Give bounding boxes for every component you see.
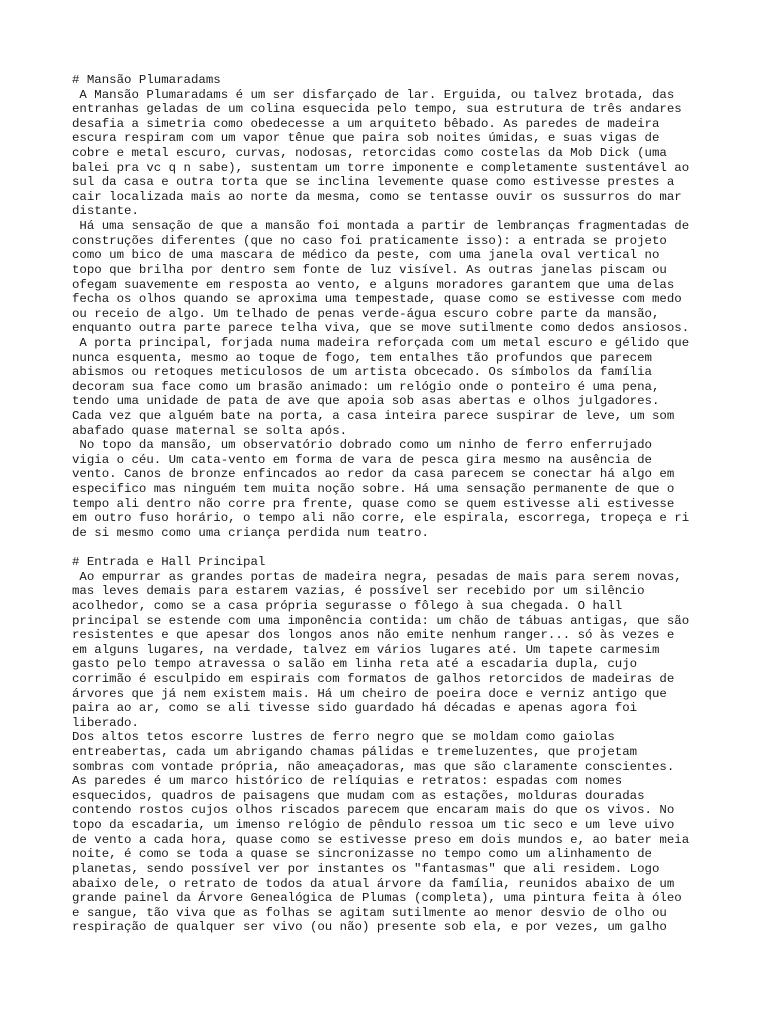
text-line: vento. Canos de bronze enfincados ao redor da casa parecem se conectar há algo em [72, 467, 675, 482]
text-line: Cada vez que alguém bate na porta, a casa inteira parece suspirar de leve, um som [72, 409, 675, 424]
text-line: especifico mas ninguém tem muita noção sobre. Há uma sensação permanente de que o [72, 482, 675, 497]
text-line: entranhas geladas de um colina esquecida pelo tempo, sua estrutura de três andares [72, 102, 682, 117]
text-line: esquecidos, quadros de paisagens que mudam com as estações, molduras douradas [72, 788, 645, 803]
text-line: cair localizada mais ao norte da mesma, como se tentasse ouvir os sussurros do mar [72, 189, 682, 204]
text-line: vigia o céu. Um cata-vento em forma de vara de pesca gira mesmo na ausência de [72, 452, 652, 467]
text-line: abaixo dele, o retrato de todos da atual árvore da família, reunidos abaixo de um [72, 876, 675, 891]
text-line: em outro fuso horário, o tempo ali não corre, ele espirala, escorrega, tropeça e ri [72, 511, 690, 526]
text-line: gasto pelo tempo atravessa o salão em linha reta até a escadaria dupla, cujo [72, 657, 638, 672]
text-line: ou receio de algo. Um telhado de penas verde-água escuro cobre parte da mansão, [72, 306, 660, 321]
text-line: abafado quase maternal se solta após. [72, 423, 348, 438]
section-heading: # Entrada e Hall Principal [72, 555, 266, 570]
text-line: corrimão é esculpido em espirais com formatos de galhos retorcidos de madeiras de [72, 671, 675, 686]
text-line: contendo rostos cujos olhos riscados parecem que encaram mais do que os vivos. No [72, 803, 675, 818]
text-line: construções diferentes (que no caso foi praticamente isso): a entrada se projeto [72, 233, 667, 248]
text-line: No topo da mansão, um observatório dobrado como um ninho de ferro enferrujado [72, 438, 652, 453]
text-line: Há uma sensação de que a mansão foi montada a partir de lembranças fragmentadas de [72, 219, 690, 234]
text-line: acolhedor, como se a casa própria segurasse o fôlego à sua chegada. O hall [72, 598, 623, 613]
blank-line [72, 541, 702, 556]
text-line: e sangue, tão viva que as folhas se agitam sutilmente ao menor desvio de olho ou [72, 905, 667, 920]
text-line: nunca esquenta, mesmo ao toque de fogo, tem entalhes tão profundos que parecem [72, 350, 652, 365]
text-line: em alguns lugares, na verdade, talvez em vários lugares até. Um tapete carmesim [72, 642, 660, 657]
text-line: resistentes e que apesar dos longos anos não emite nenhum ranger... só às vezes e [72, 628, 675, 643]
text-line: A porta principal, forjada numa madeira reforçada com um metal escuro e gélido que [72, 335, 690, 350]
text-line: A Mansão Plumaradams é um ser disfarçado de lar. Erguida, ou talvez brotada, das [72, 87, 675, 102]
text-line: escura respiram com um vapor tênue que paira sob noites úmidas, e suas vigas de [72, 131, 660, 146]
text-line: liberado. [72, 715, 139, 730]
text-line: paira ao ar, como se ali tivesse sido guardado há décadas e apenas agora foi [72, 701, 638, 716]
text-line: respiração de qualquer ser vivo (ou não) presente sob ela, e por vezes, um galho [72, 920, 667, 935]
section-heading: # Mansão Plumaradams [72, 73, 221, 87]
document-body [72, 73, 702, 935]
text-line: ofegam suavemente em resposta ao vento, e alguns moradores garantem que uma delas [72, 277, 675, 292]
text-line: como um bico de uma mascara de médico da peste, com uma janela oval vertical no [72, 248, 660, 263]
text-line: grande painel da Árvore Genealógica de Plumas (completa), uma pintura feita à óleo [72, 891, 682, 906]
text-line: enquanto outra parte parece telha viva, que se move sutilmente como dedos ansiosos. [72, 321, 690, 336]
text-line: balei pra vc q n sabe), sustentam um torre imponente e completamente sustentável ao [72, 160, 690, 175]
text-line: abismos ou retoques meticulosos de um artista obcecado. Os símbolos da família [72, 365, 652, 380]
text-line: decoram sua face como um brasão animado: um relógio onde o ponteiro é uma pena, [72, 379, 660, 394]
text-line: mas leves demais para estarem vazias, é possível ser recebido por um silêncio [72, 584, 645, 599]
text-line: cobre e metal escuro, curvas, nodosas, retorcidas como costelas da Mob Dick (uma [72, 146, 667, 161]
text-line: As paredes é um marco histórico de relíquias e retratos: espadas com nomes [72, 774, 623, 789]
text-line: de si mesmo como uma criança perdida num teatro. [72, 525, 429, 540]
text-line: topo da escadaria, um imenso relógio de pêndulo ressoa um tic seco e um leve uivo [72, 818, 675, 833]
text-line: fecha os olhos quando se aproxima uma tempestade, quase como se estivesse com medo [72, 292, 682, 307]
text-line: sombras com vontade própria, não ameaçadoras, mas que são claramente conscientes. [72, 759, 675, 774]
text-line: distante. [72, 204, 139, 219]
text-line: desafia a simetria como obedecesse a um arquiteto bêbado. As paredes de madeira [72, 116, 660, 131]
text-line: Ao empurrar as grandes portas de madeira negra, pesadas de mais para serem novas, [72, 569, 682, 584]
text-line: sul da casa e outra torta que se inclina levemente quase como estivesse prestes a [72, 175, 675, 190]
text-line: noite, é como se toda a quase se sincronizasse no tempo como um alinhamento de [72, 847, 652, 862]
text-line: de vento a cada hora, quase como se estivesse preso em dois mundos e, ao bater meia [72, 832, 690, 847]
text-line: topo que brilha por dentro sem fonte de luz visível. As outras janelas piscam ou [72, 262, 667, 277]
text-line: Dos altos tetos escorre lustres de ferro negro que se moldam como gaiolas [72, 730, 615, 745]
text-line: principal se estende com uma imponência contida: um chão de tábuas antigas, que são [72, 613, 690, 628]
text-line: planetas, sendo possível ver por instantes os "fantasmas" que ali residem. Logo [72, 861, 660, 876]
text-line: entreabertas, cada um abrigando chamas pálidas e tremeluzentes, que projetam [72, 745, 638, 760]
text-line: tendo uma unidade de pata de ave que apoia sob asas abertas e olhos julgadores. [72, 394, 660, 409]
text-line: árvores que já nem existem mais. Há um cheiro de poeira doce e verniz antigo que [72, 686, 667, 701]
text-line: tempo ali dentro não corre pra frente, quase como se quem estivesse ali estivesse [72, 496, 675, 511]
